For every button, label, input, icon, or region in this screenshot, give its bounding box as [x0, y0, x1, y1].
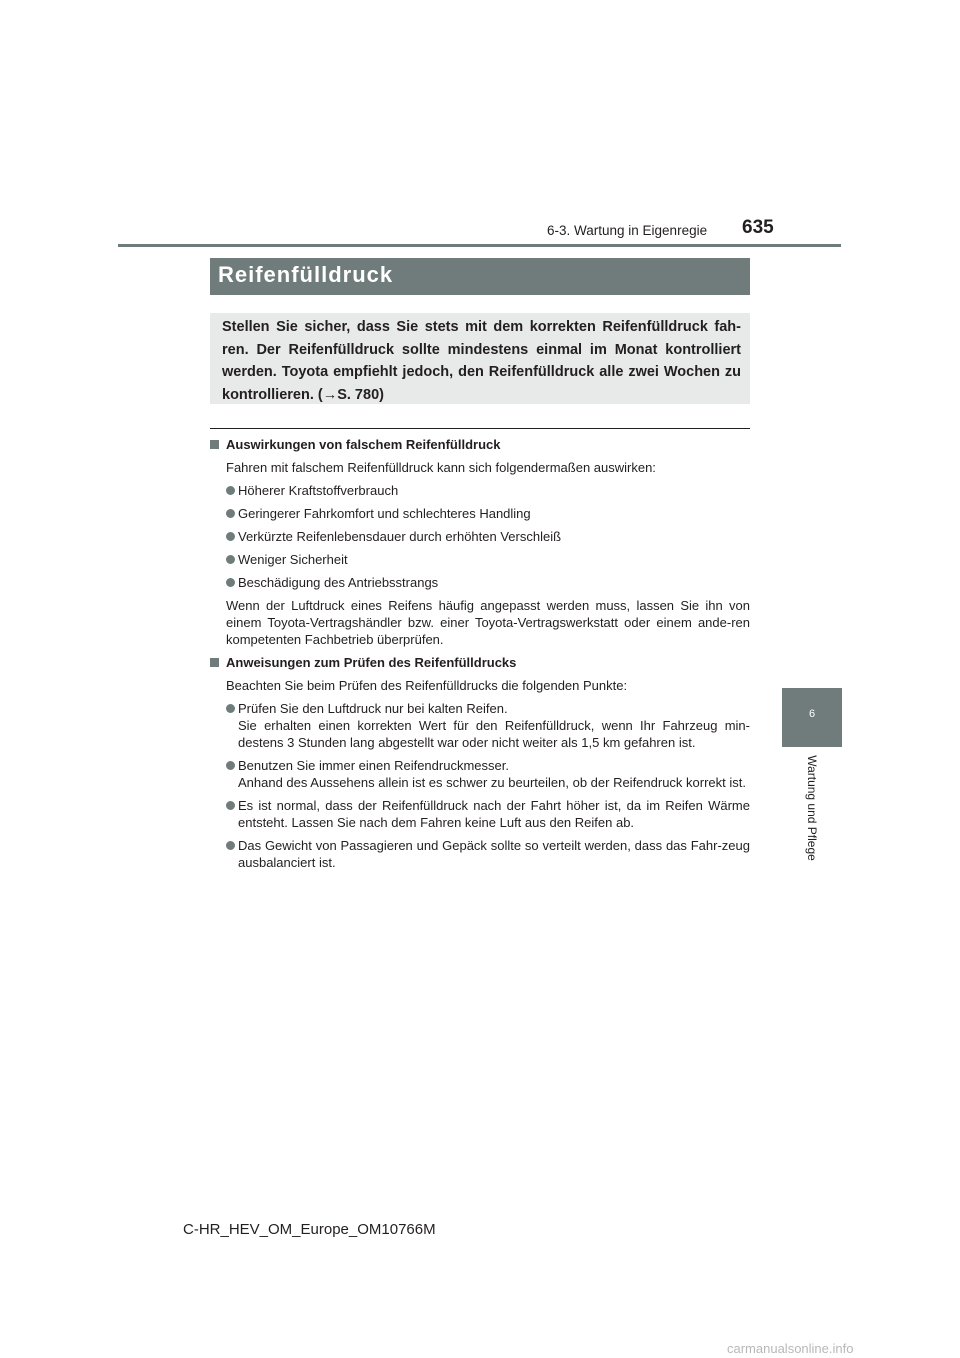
- list-item-text: Geringerer Fahrkomfort und schlechteres Handling: [238, 506, 531, 521]
- list-item-text: Es ist normal, dass der Reifenfülldruck nach der Fahrt höher ist, da im Reifen Wärme entsteht. Lassen Sie nach dem Fahren keine Luft aus den Reifen ab.: [238, 798, 750, 830]
- list-item: [226, 551, 750, 568]
- list-item-text: Höherer Kraftstoffverbrauch: [238, 483, 399, 498]
- section-divider: [210, 428, 750, 429]
- header-rule: [118, 244, 841, 247]
- content: [210, 436, 750, 877]
- list-item: [226, 528, 750, 545]
- section-closing: Wenn der Luftdruck eines Reifens häufig angepasst werden muss, lassen Sie ihn von einem Toyota-Vertragshändler bzw. einer Toyota-Vertragswerkstatt oder einem ande-ren kompetenten Fachbetrieb überprüfen.: [226, 598, 750, 647]
- bullet-dot-icon: [226, 801, 235, 810]
- bullet-dot-icon: [226, 532, 235, 541]
- section-heading: [210, 436, 750, 453]
- square-bullet-icon: [210, 440, 219, 449]
- list-item-text: Verkürzte Reifenlebensdauer durch erhöhten Verschleiß: [238, 529, 562, 544]
- intro-box: [210, 313, 750, 404]
- bullet-dot-icon: [226, 841, 235, 850]
- list-item-text: Beschädigung des Antriebsstrangs: [238, 575, 439, 590]
- list-item: [226, 505, 750, 522]
- list-item-text: Das Gewicht von Passagieren und Gepäck sollte so verteilt werden, dass das Fahr-zeug ausbalanciert ist.: [238, 838, 750, 870]
- chapter-tab: [782, 688, 842, 747]
- list-item-detail: Sie erhalten einen korrekten Wert für den Reifenfülldruck, wenn Ihr Fahrzeug min-destens 3 Stunden lang abgestellt war oder nicht weiter als 1,5 km gefahren ist.: [238, 718, 750, 750]
- chapter-number: 6: [808, 708, 816, 720]
- list-item-text: Weniger Sicherheit: [238, 552, 348, 567]
- bullet-dot-icon: [226, 704, 235, 713]
- bullet-dot-icon: [226, 555, 235, 564]
- footer-doc-id: C-HR_HEV_OM_Europe_OM10766M: [183, 1221, 436, 1238]
- page-number: 635: [742, 217, 774, 238]
- list-item: [226, 797, 750, 831]
- list-item-detail: Anhand des Aussehens allein ist es schwer zu beurteilen, ob der Reifendruck korrekt ist.: [238, 775, 746, 790]
- section-lead: Beachten Sie beim Prüfen des Reifenfülldrucks die folgenden Punkte:: [226, 678, 628, 693]
- section-heading-text: Auswirkungen von falschem Reifenfülldruck: [226, 437, 501, 452]
- bullet-dot-icon: [226, 761, 235, 770]
- bullet-list: [210, 482, 750, 591]
- square-bullet-icon: [210, 658, 219, 667]
- bullet-dot-icon: [226, 578, 235, 587]
- intro-text: Stellen Sie sicher, dass Sie stets mit dem korrekten Reifenfülldruck fah-ren. Der Reifenfülldruck sollte mindestens einmal im Monat kontrolliert werden. Toyota empfiehlt jedoch, den Reifenfülldruck alle zwei Wochen zu kontrollieren. (→S. 780): [222, 319, 741, 403]
- bullet-dot-icon: [226, 486, 235, 495]
- list-item: [226, 574, 750, 591]
- bullet-list: [210, 700, 750, 871]
- bullet-dot-icon: [226, 509, 235, 518]
- list-item: [226, 757, 750, 791]
- list-item: [226, 700, 750, 751]
- list-item-text: Benutzen Sie immer einen Reifendruckmesser.: [238, 758, 509, 773]
- list-item-text: Prüfen Sie den Luftdruck nur bei kalten Reifen.: [238, 701, 508, 716]
- header-section: 6-3. Wartung in Eigenregie: [547, 223, 708, 238]
- section-heading-text: Anweisungen zum Prüfen des Reifenfülldrucks: [226, 655, 517, 670]
- section-instructions: [210, 654, 750, 871]
- list-item: [226, 837, 750, 871]
- watermark: carmanualsonline.info: [727, 1341, 854, 1356]
- page-title: Reifenfülldruck: [218, 262, 394, 287]
- section-effects: [210, 436, 750, 648]
- section-heading: [210, 654, 750, 671]
- title-bar: [210, 258, 750, 295]
- list-item: [226, 482, 750, 499]
- section-lead: Fahren mit falschem Reifenfülldruck kann sich folgendermaßen auswirken:: [226, 460, 656, 475]
- chapter-label: Wartung und Pflege: [805, 755, 819, 861]
